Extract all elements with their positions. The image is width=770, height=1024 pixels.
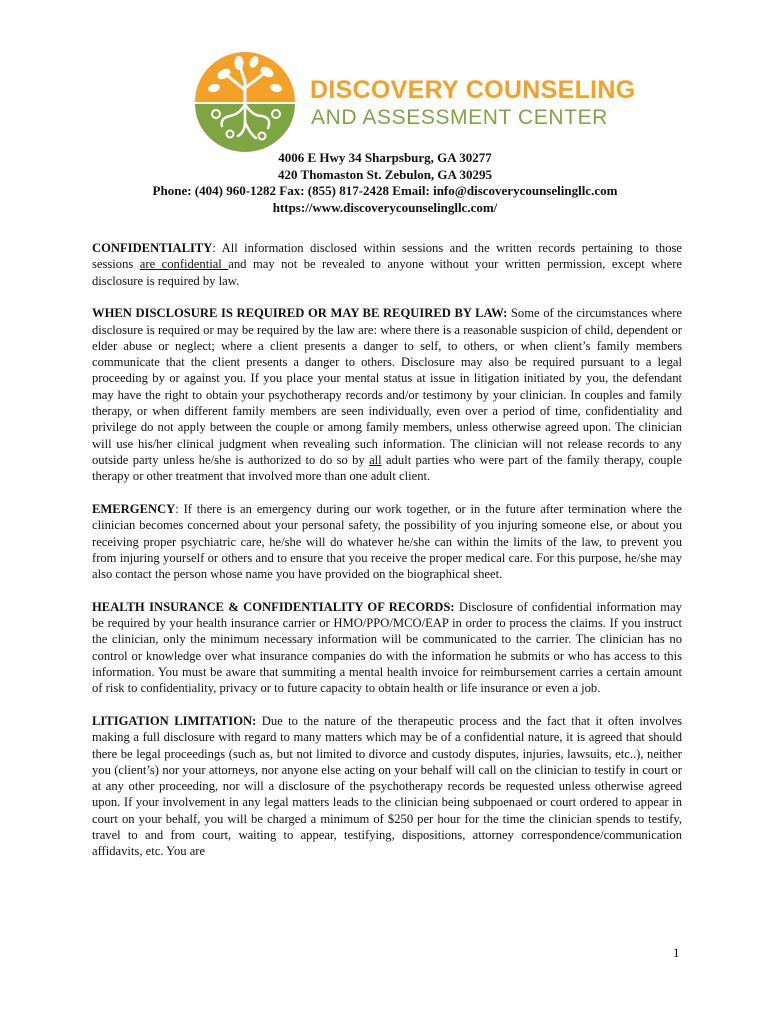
confidentiality-text-b: and may not be revealed to anyone without your written permission, except where disclosure is required by law.: [92, 257, 683, 288]
litigation-text: Due to the nature of the therapeutic process and the fact that it often involves making a full disclosure with regard to many matters which may be of a confidential nature, it is agreed that should there be legal proceedings (such as, but not limited to divorce and custody disputes, injuries, lawsuits, etc..), neither you (client’s) nor your attorneys, nor anyone else acting on your behalf will call on the clinician to testify in court or at any other proceeding, nor will a disclosure of the psychotherapy records be requested unless otherwise agreed upon. If your involvement in any legal matters leads to the clinician being subpoenaed or court ordered to appear in court on your behalf, you will be charged a minimum of $250 per hour for the time the clinician spends to testify, travel to and from court, waiting to appear, testifying, dispositions, attorney correspondence/communication affidavits, etc. You are: [92, 713, 682, 859]
brand-name-line-2: AND ASSESSMENT CENTER: [311, 106, 608, 129]
insurance-text: Disclosure of confidential information may be required by your health insurance carrier or HMO/PPO/MCO/EAP in order to process the claims. If you instruct the clinician, only the minimum necessary information will be communicated to the carrier. The clinician has no control or knowledge over what insurance companies do with the information he submits or who has access to this information. You must be aware that summiting a mental health invoice for reimbursement carries a certain amount of risk to confidentiality, privacy or to future capacity to obtain health or life insurance or even a job.: [92, 599, 682, 696]
address-block: [60, 150, 710, 216]
insurance-heading: HEALTH INSURANCE & CONFIDENTIALITY OF RECORDS:: [92, 599, 455, 614]
litigation-paragraph: [92, 713, 682, 860]
litigation-heading: LITIGATION LIMITATION:: [92, 713, 257, 728]
address-zebulon: 420 Thomaston St. Zebulon, GA 30295: [278, 166, 492, 182]
emergency-paragraph: [92, 501, 682, 582]
brand-name-line-1: DISCOVERY COUNSELING: [310, 76, 636, 104]
confidentiality-text-a: : All information disclosed within sessions and the written records pertaining to those sessions: [92, 241, 682, 272]
website-link[interactable]: https://www.discoverycounselingllc.com/: [272, 199, 498, 215]
page-number: 1: [673, 945, 680, 960]
tree-emblem-icon: [190, 52, 300, 152]
confidentiality-heading: CONFIDENTIALITY: [92, 241, 213, 255]
disclosure-heading: WHEN DISCLOSURE IS REQUIRED OR MAY BE REQUIRED BY LAW:: [92, 306, 508, 321]
emergency-text: : If there is an emergency during our work together, or in the future after termination where the clinician becomes concerned about your personal safety, the possibility of you injuring someone else, or about you receiving proper psychiatric care, he/she will do whatever he/she can within the limits of the law, to prevent you from injuring yourself or others and to ensure that you receive the proper medical care. For this purpose, he/she may also contact the person whose name you have provided on the biographical sheet.: [92, 501, 682, 582]
disclosure-text-b: adult parties who were part of the family therapy, couple therapy or other treatment that involved more than one adult client.: [92, 452, 682, 484]
document-body: [92, 240, 682, 876]
logo: [190, 52, 636, 152]
disclosure-paragraph: [92, 305, 682, 484]
insurance-paragraph: [92, 599, 682, 697]
confidentiality-underlined: are confidential: [139, 257, 229, 272]
emergency-heading: EMERGENCY: [92, 501, 176, 516]
address-sharpsburg: 4006 E Hwy 34 Sharpsburg, GA 30277: [278, 150, 492, 165]
contact-line: Phone: (404) 960-1282 Fax: (855) 817-2428 Email: info@discoverycounselingllc.com: [152, 183, 618, 198]
disclosure-underlined: all: [369, 452, 382, 467]
confidentiality-paragraph: [92, 240, 682, 289]
disclosure-text-a: Some of the circumstances where disclosure is required or may be required by the law are: where there is a reasonable suspicion of child, dependent or elder abuse or neglect; where a client presents a danger to self, to others, or when client’s family members communicate that the client presents a danger to others. Disclosure may also be required pursuant to a legal proceeding by or against you. If you place your mental status at issue in litigation initiated by you, the defendant may have the right to obtain your psychotherapy records and/or testimony by your clinician. In couples and family therapy, or when different family members are seen individually, even over a period of time, confidentiality and privilege do not apply between the couple or among family members, unless otherwise agreed upon. The clinician will use his/her clinical judgment when revealing such information. The clinician will not release records to any outside party unless he/she is authorized to do so by: [92, 306, 682, 467]
